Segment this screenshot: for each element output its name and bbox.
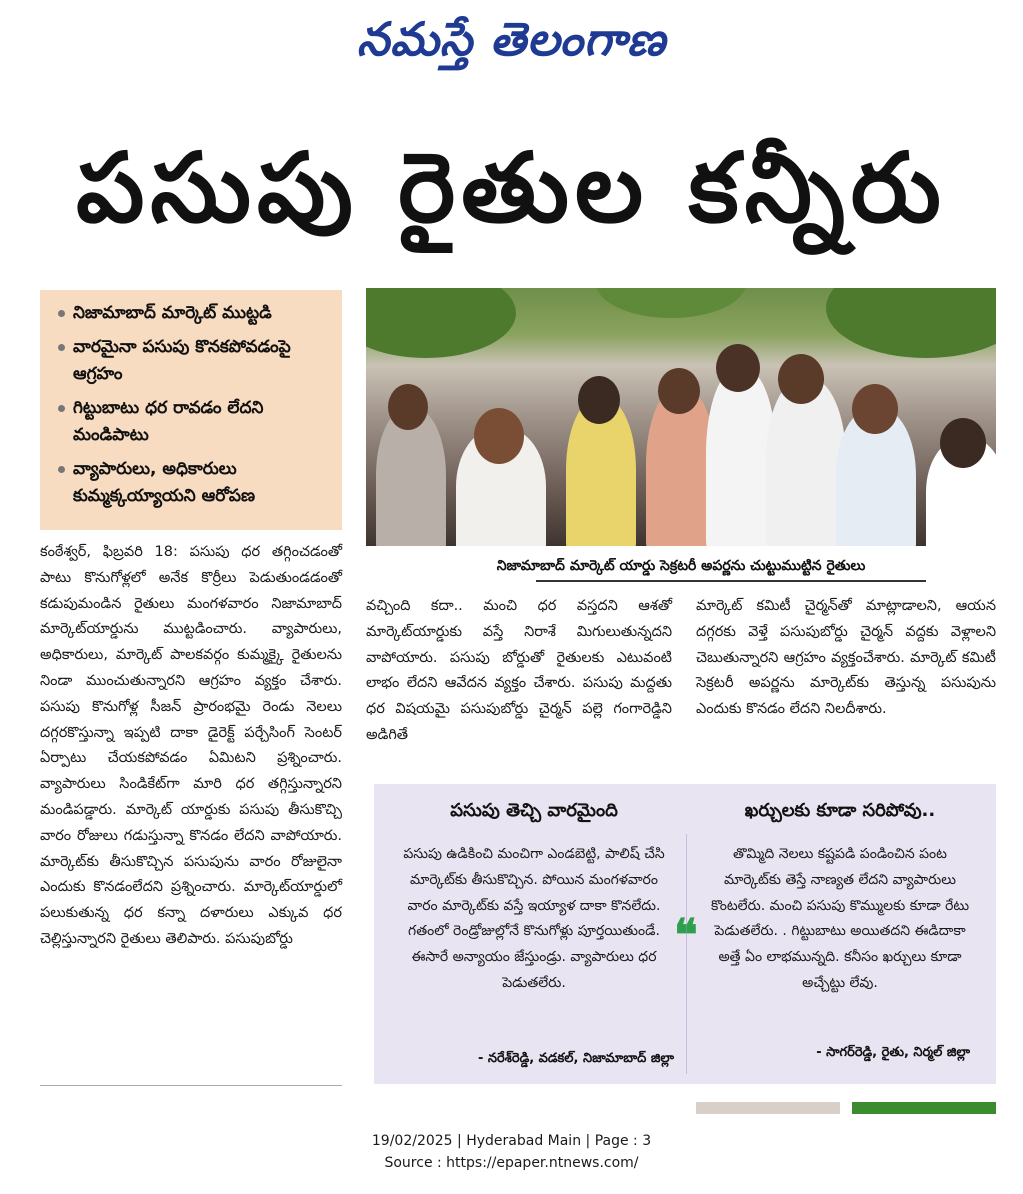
highlight-item: [54, 334, 332, 388]
quote-icon: ❝: [674, 910, 698, 961]
highlight-text: వారమైనా పసుపు కొనకపోవడంపై ఆగ్రహం: [73, 337, 291, 384]
caption-underline: [536, 580, 926, 582]
highlight-item: [54, 395, 332, 449]
photo-caption: నిజామాబాద్ మార్కెట్ యార్డు సెక్రటరీ అపర్ణను చుట్టుముట్టిన రైతులు: [496, 558, 866, 574]
quote-heading-2: ఖర్చులకు కూడా సరిపోవు..: [744, 800, 936, 821]
quote-signature-2: - సాగర్‌రెడ్డి, రైతు, నిర్మల్ జిల్లా: [816, 1045, 970, 1060]
highlight-text: వ్యాపారులు, అధికారులు కుమ్మక్కయ్యాయని ఆరోపణ: [73, 459, 255, 506]
column-divider: [40, 1085, 342, 1086]
article-column-1: కంఠేశ్వర్, ఫిబ్రవరి 18: పసుపు ధర తగ్గించడంతో పాటు కొనుగోళ్లలో అనేక కొర్రీలు పెడుతుండడంతో కడుపుమండిన రైతులు మంగళవారం నిజామాబాద్ మార్కెట్‌యార్డును ముట్టడించారు. వ్యాపారులు, అధికారులు, మార్కెట్ పాలకవర్గం కుమ్మక్కై రైతులను నిండా ముంచుతున్నారని ఆగ్రహం వ్యక్తం చేశారు. పసుపు కొనుగోళ్ల సీజన్ ప్రారంభమై రెండు నెలలు దగ్గరకొస్తున్నా ఇప్పటి దాకా డైరెక్ట్ పర్చేసింగ్ సెంటర్ ఏర్పాటు చేయకపోవడం ఏమిటని ప్రశ్నించారు. వ్యాపారులు సిండికేట్‌గా మారి ధర తగ్గిస్తున్నారని మండిపడ్డారు. మార్కెట్ యార్డుకు పసుపు తీసుకొచ్చి వారం రోజులు గడుస్తున్నా కొనడం లేదని వాపోయారు. మార్కెట్‌కు తీసుకొచ్చిన పసుపును వారం రోజులైనా ఎందుకు కొనడంలేదని ప్రశ్నించారు. మార్కెట్‌యార్డులో పలుకుతున్న ధర కన్నా దళారులు ఎక్కువ ధర చెల్లిస్తున్నారని రైతులు తెలిపారు. పసుపుబోర్డు: [40, 544, 342, 947]
masthead-logo: నమస్తే తెలంగాణ: [356, 12, 667, 66]
ad-strip-right: [852, 1102, 996, 1114]
article-column-2: వచ్చింది కదా.. మంచి ధర వస్తదని ఆశతో మార్కెట్‌యార్డుకు వస్తే నిరాశే మిగులుతున్నదని వాపోయారు. పసుపు బోర్డుతో రైతులకు ఎటువంటి లాభం లేదని ఆవేదన వ్యక్తం చేశారు. పసుపు మద్దతు ధర విషయమై పసుపుబోర్డు చైర్మన్ పల్లె గంగారెడ్డిని అడిగితే: [366, 598, 672, 743]
bullet-icon: [58, 310, 65, 317]
article-column-3: మార్కెట్ కమిటీ చైర్మన్‌తో మాట్లాడాలని, ఆయన దగ్గరకు వెళ్తే పసుపుబోర్డు చైర్మన్ వద్దకు వెళ్లాలని చెబుతున్నారని ఆగ్రహం వ్యక్తంచేశారు. మార్కెట్ కమిటీ సెక్రటరీ అపర్ణను మార్కెట్‌కు తెస్తున్న పసుపును ఎందుకు కొనడం లేదని నిలదీశారు.: [696, 598, 996, 718]
quote-body-2: తొమ్మిది నెలలు కష్టపడి పండించిన పంట మార్కెట్‌కు తెస్తే నాణ్యత లేదని వ్యాపారులు కొంటలేరు. మంచి పసుపు కొమ్ములకు కూడా రేటు పెడుతలేరు. . గిట్టుబాటు అయితదని ఈడిదాకా అత్తే ఏం లాభమున్నది. కనీసం ఖర్చులు కూడా అచ్చేట్టు లేవు.: [710, 846, 970, 991]
page-footer: [0, 1130, 1023, 1174]
highlights-box: [40, 290, 342, 530]
highlight-item: [54, 456, 332, 510]
quote-body-1: పసుపు ఉడికించి మంచిగా ఎండబెట్టి, పాలిష్ చేసి మార్కెట్‌కు తీసుకొచ్చిన. పోయిన మంగళవారం వారం మార్కెట్‌కు వస్తే ఇయ్యాళ దాకా కొనలేదు. గతంలో రెండ్రోజుల్లోనే కొనుగోళ్లు పూర్తయితుండే. ఈసారే అన్యాయం జేస్తుండ్రు. వ్యాపారులు ధర పెడుతలేరు.: [403, 846, 665, 991]
farmer-quotes-box: [374, 784, 996, 1084]
bullet-icon: [58, 466, 65, 473]
highlight-text: నిజామాబాద్ మార్కెట్ ముట్టడి: [73, 303, 272, 323]
footer-date-line: 19/02/2025 | Hyderabad Main | Page : 3: [371, 1133, 652, 1149]
bullet-icon: [58, 405, 65, 412]
ad-strip-left: [696, 1102, 840, 1114]
news-photo: [366, 288, 996, 546]
footer-source-line: Source : https://epaper.ntnews.com/: [384, 1155, 639, 1171]
highlight-item: [54, 300, 332, 327]
bullet-icon: [58, 344, 65, 351]
highlight-text: గిట్టుబాటు ధర రావడం లేదని మండిపాటు: [73, 398, 264, 445]
quote-heading-1: పసుపు తెచ్చి వారమైంది: [450, 800, 618, 821]
headline: పసుపు రైతుల కన్నీరు: [76, 132, 947, 244]
quote-signature-1: - నరేశ్‌రెడ్డి, వడకల్, నిజామాబాద్ జిల్లా: [477, 1051, 674, 1066]
